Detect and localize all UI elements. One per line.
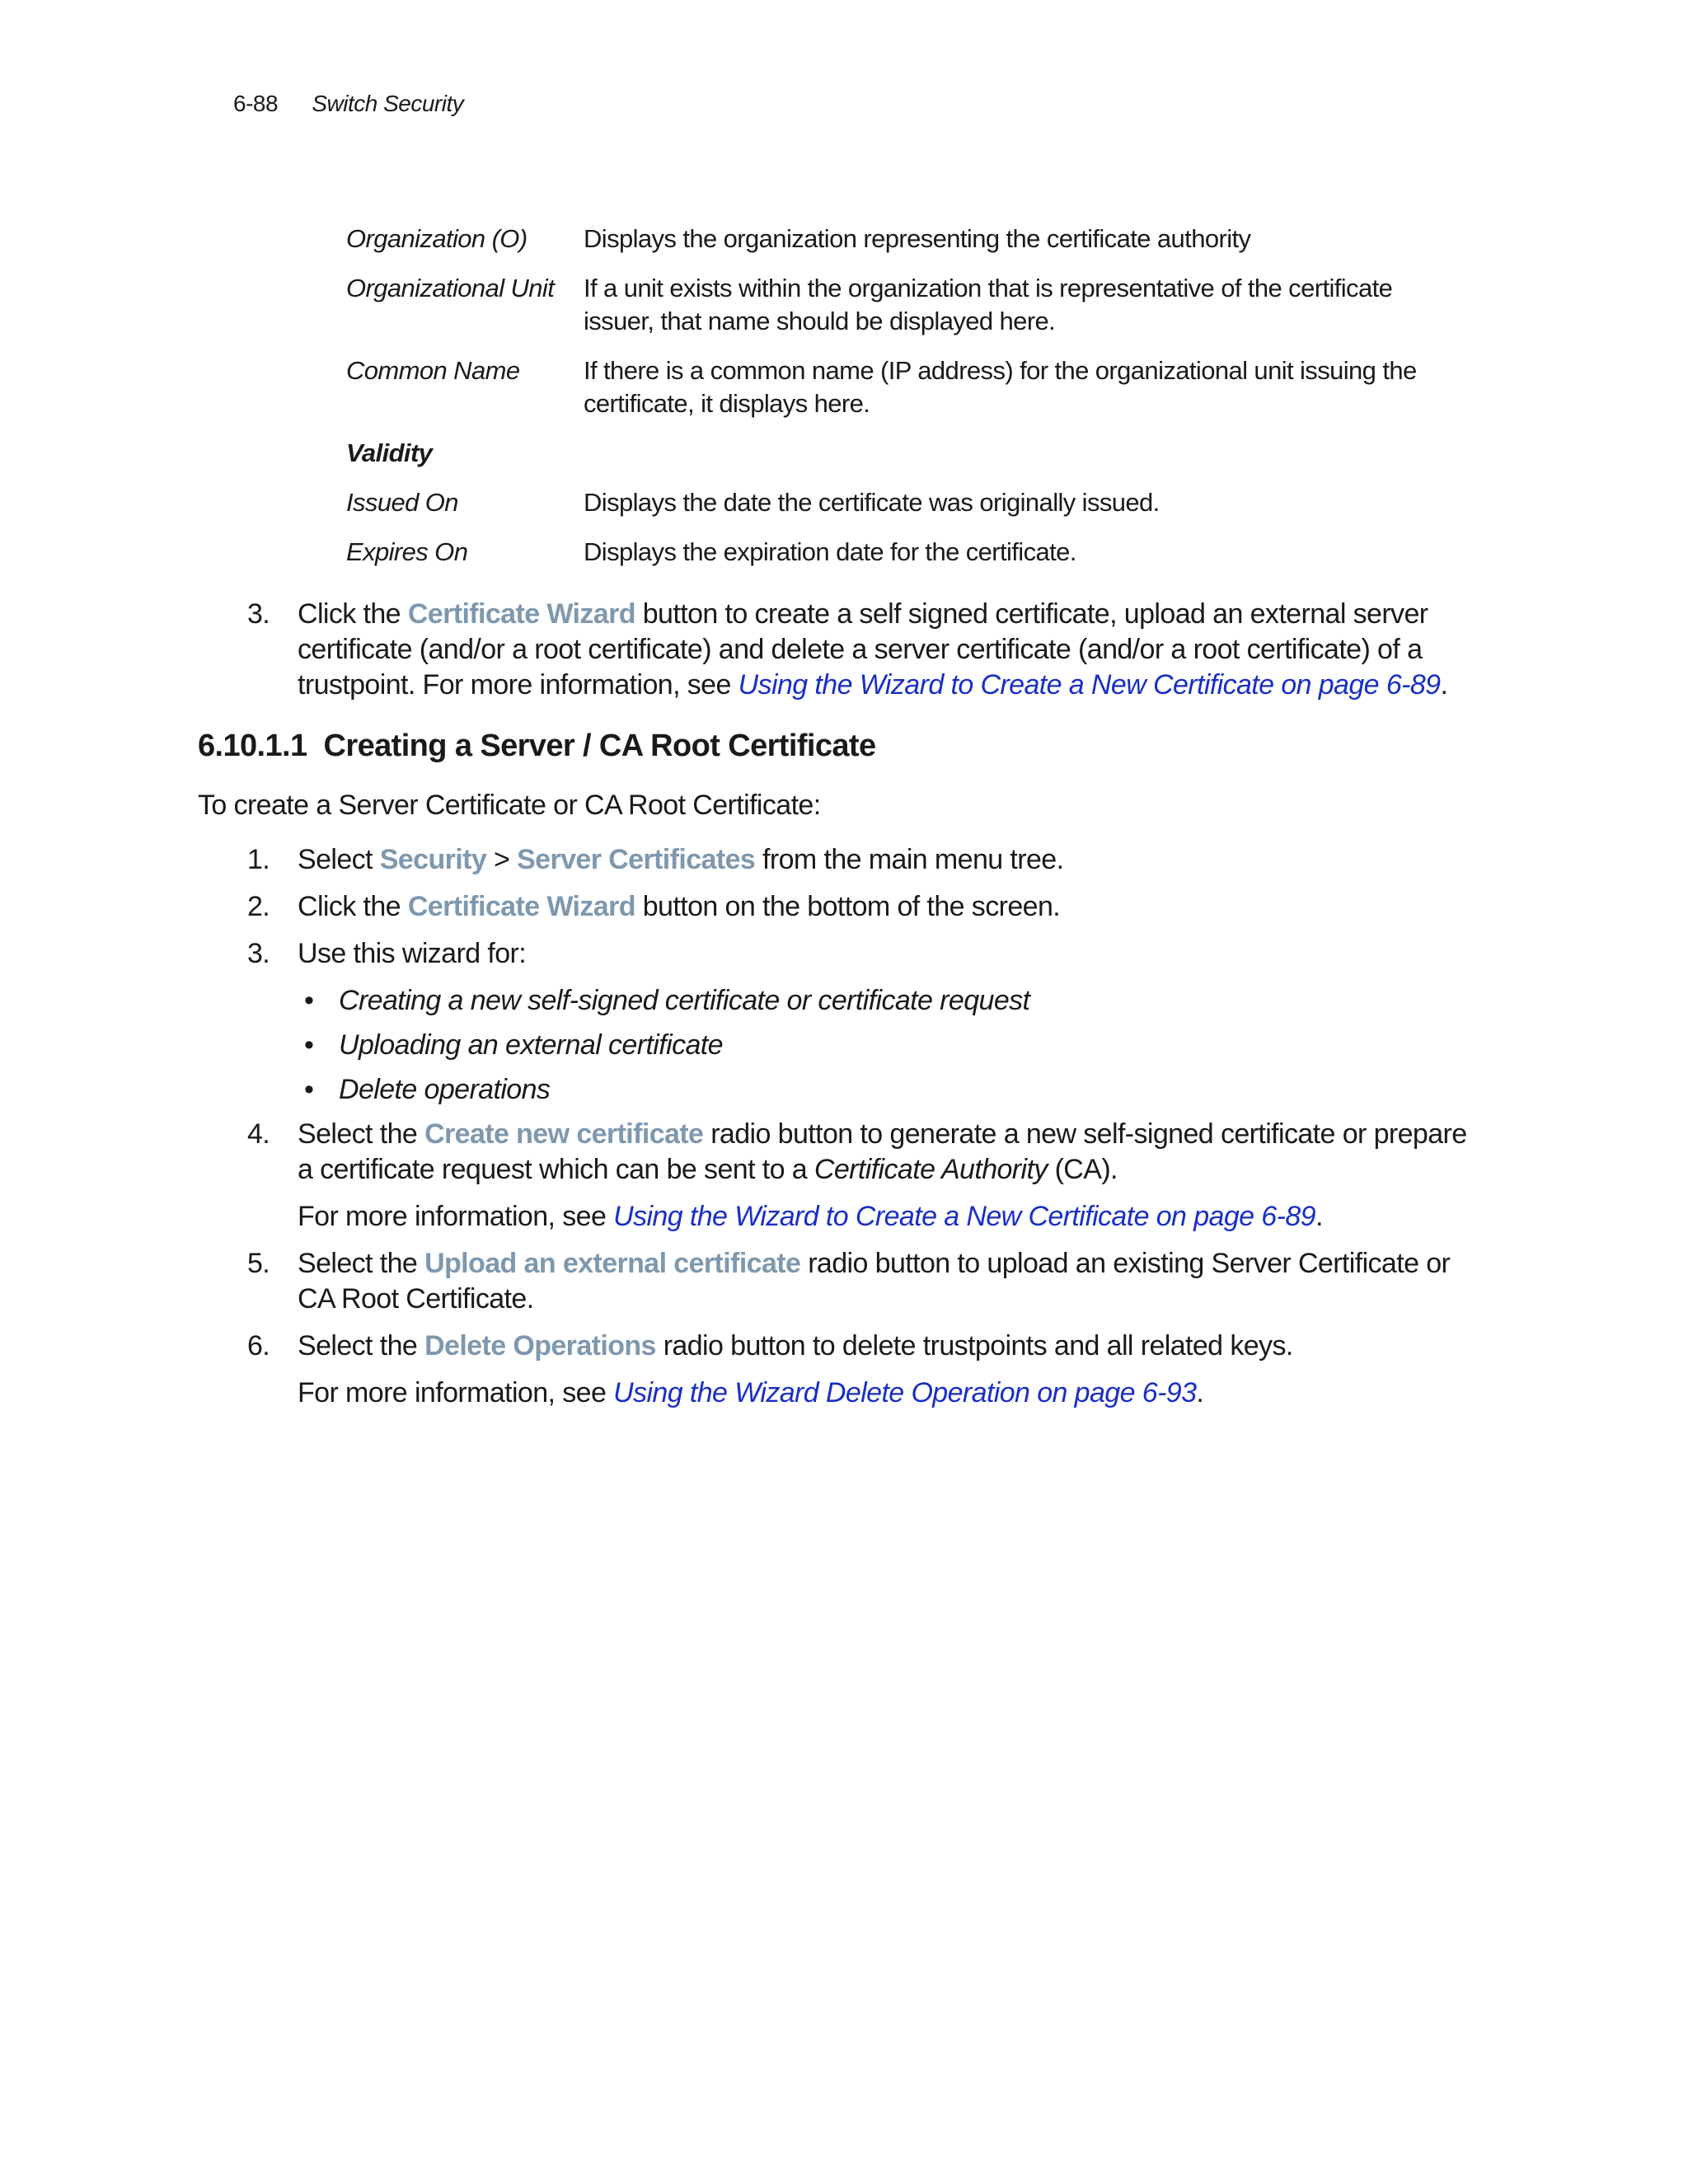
wizard-step-list-top <box>198 597 1484 715</box>
step-number: 3. <box>247 598 270 630</box>
page-header <box>233 91 463 117</box>
step-item <box>198 889 1484 925</box>
cross-reference-link[interactable]: Using the Wizard to Create a New Certificate on page 6-89 <box>738 669 1441 701</box>
definition-group-title: Validity <box>346 438 433 467</box>
definition-desc: Displays the organization representing the certificate authority <box>584 224 1251 253</box>
list-item-text: Delete operations <box>339 1074 551 1105</box>
definition-term: Organizational Unit <box>346 274 555 302</box>
list-item-text: Uploading an external certificate <box>339 1029 723 1061</box>
ui-label-upload-external-certificate: Upload an external certificate <box>424 1248 801 1279</box>
section-intro: To create a Server Certificate or CA Root Certificate: <box>198 790 821 821</box>
ui-label-server-certificates: Server Certificates <box>517 844 756 875</box>
definition-row <box>346 486 1434 519</box>
definition-desc: If a unit exists within the organization that is representative of the certificate issuer, that name should be displayed here. <box>584 274 1393 335</box>
step-text <box>298 889 1484 925</box>
definition-row <box>346 272 1434 338</box>
definition-term: Issued On <box>346 488 458 517</box>
step-item <box>198 1329 1484 1364</box>
text-run: Select <box>298 844 380 875</box>
text-run: radio button to upload an existing Server Certificate or CA Root Certificate. <box>298 1248 1451 1315</box>
list-item <box>298 1028 1484 1063</box>
text-run: radio button to delete trustpoints and all related keys. <box>655 1330 1293 1361</box>
definition-term: Organization (O) <box>346 224 528 253</box>
step-number: 2. <box>247 891 270 922</box>
text-run: from the main menu tree. <box>755 844 1064 875</box>
definition-row <box>346 354 1434 420</box>
step-number: 1. <box>247 844 270 875</box>
definition-term: Common Name <box>346 356 520 385</box>
text-run: radio button to generate a new self-signed certificate or prepare a certificate request which can be sent to a <box>298 1118 1467 1185</box>
text-run: Click the <box>298 891 408 922</box>
step-number: 5. <box>247 1248 270 1279</box>
list-item <box>298 983 1484 1019</box>
step-item <box>198 1117 1484 1188</box>
text-run: . <box>1196 1377 1204 1408</box>
definition-desc: Displays the expiration date for the certificate. <box>584 537 1076 566</box>
section-number: 6.10.1.1 <box>198 729 307 763</box>
step-text: Use this wizard for: <box>298 938 527 969</box>
step-note <box>298 1199 1484 1235</box>
definition-desc: If there is a common name (IP address) for the organizational unit issuing the certificate, it displays here. <box>584 356 1417 418</box>
text-run: . <box>1440 669 1448 701</box>
step-item <box>198 1246 1484 1317</box>
step-item <box>198 842 1484 878</box>
text-run: button on the bottom of the screen. <box>635 891 1061 922</box>
definition-desc <box>584 437 1434 470</box>
cross-reference-link[interactable]: Using the Wizard to Create a New Certificate on page 6-89 <box>613 1201 1315 1232</box>
step-number: 6. <box>247 1330 270 1361</box>
section-heading <box>198 729 875 764</box>
step-item <box>198 597 1484 703</box>
text-run: Click the <box>298 598 408 630</box>
text-run: > <box>486 844 518 875</box>
certificate-field-definitions <box>346 223 1434 585</box>
step-text <box>298 842 1484 878</box>
text-run: Select the <box>298 1248 425 1279</box>
bullet-icon: • <box>304 985 314 1016</box>
list-item-text: Creating a new self-signed certificate or certificate request <box>339 985 1030 1016</box>
ui-label-certificate-wizard: Certificate Wizard <box>407 891 635 922</box>
bullet-icon: • <box>304 1029 314 1061</box>
step-text <box>298 1246 1484 1317</box>
step-text <box>298 1117 1484 1188</box>
definition-term: Expires On <box>346 537 468 566</box>
bullet-icon: • <box>304 1074 314 1105</box>
procedure-step-list <box>198 842 1484 1422</box>
text-run: Select the <box>298 1118 425 1150</box>
text-run: button to create a self signed certificate, upload an external server certificate (and/or a root certificate) and delete a server certificate (and/or a root certificate) of a trustpoint. For more information, see <box>298 598 1428 701</box>
cross-reference-link[interactable]: Using the Wizard Delete Operation on page 6-93 <box>613 1377 1197 1408</box>
text-run: Select the <box>298 1330 425 1361</box>
text-run: . <box>1315 1201 1323 1232</box>
step-text <box>298 1329 1484 1364</box>
step-item <box>198 936 1484 972</box>
wizard-options-list <box>298 983 1484 1108</box>
ui-label-security: Security <box>379 844 487 875</box>
step-number: 4. <box>247 1118 270 1150</box>
definition-group-heading <box>346 437 1434 470</box>
ui-label-certificate-wizard: Certificate Wizard <box>407 598 635 630</box>
step-text <box>298 597 1484 703</box>
step-note <box>298 1376 1484 1411</box>
definition-desc: Displays the date the certificate was originally issued. <box>584 488 1160 517</box>
emphasis-text: Certificate Authority <box>814 1154 1048 1185</box>
text-run: For more information, see <box>298 1377 614 1408</box>
step-number: 3. <box>247 938 270 969</box>
running-section-title: Switch Security <box>312 91 464 116</box>
list-item <box>298 1072 1484 1108</box>
definition-row <box>346 223 1434 255</box>
text-run: (CA). <box>1047 1154 1118 1185</box>
ui-label-delete-operations: Delete Operations <box>424 1330 656 1361</box>
ui-label-create-new-certificate: Create new certificate <box>424 1118 704 1150</box>
page-number: 6-88 <box>233 91 279 116</box>
definition-row <box>346 536 1434 569</box>
section-title: Creating a Server / CA Root Certificate <box>323 729 876 763</box>
text-run: For more information, see <box>298 1201 614 1232</box>
